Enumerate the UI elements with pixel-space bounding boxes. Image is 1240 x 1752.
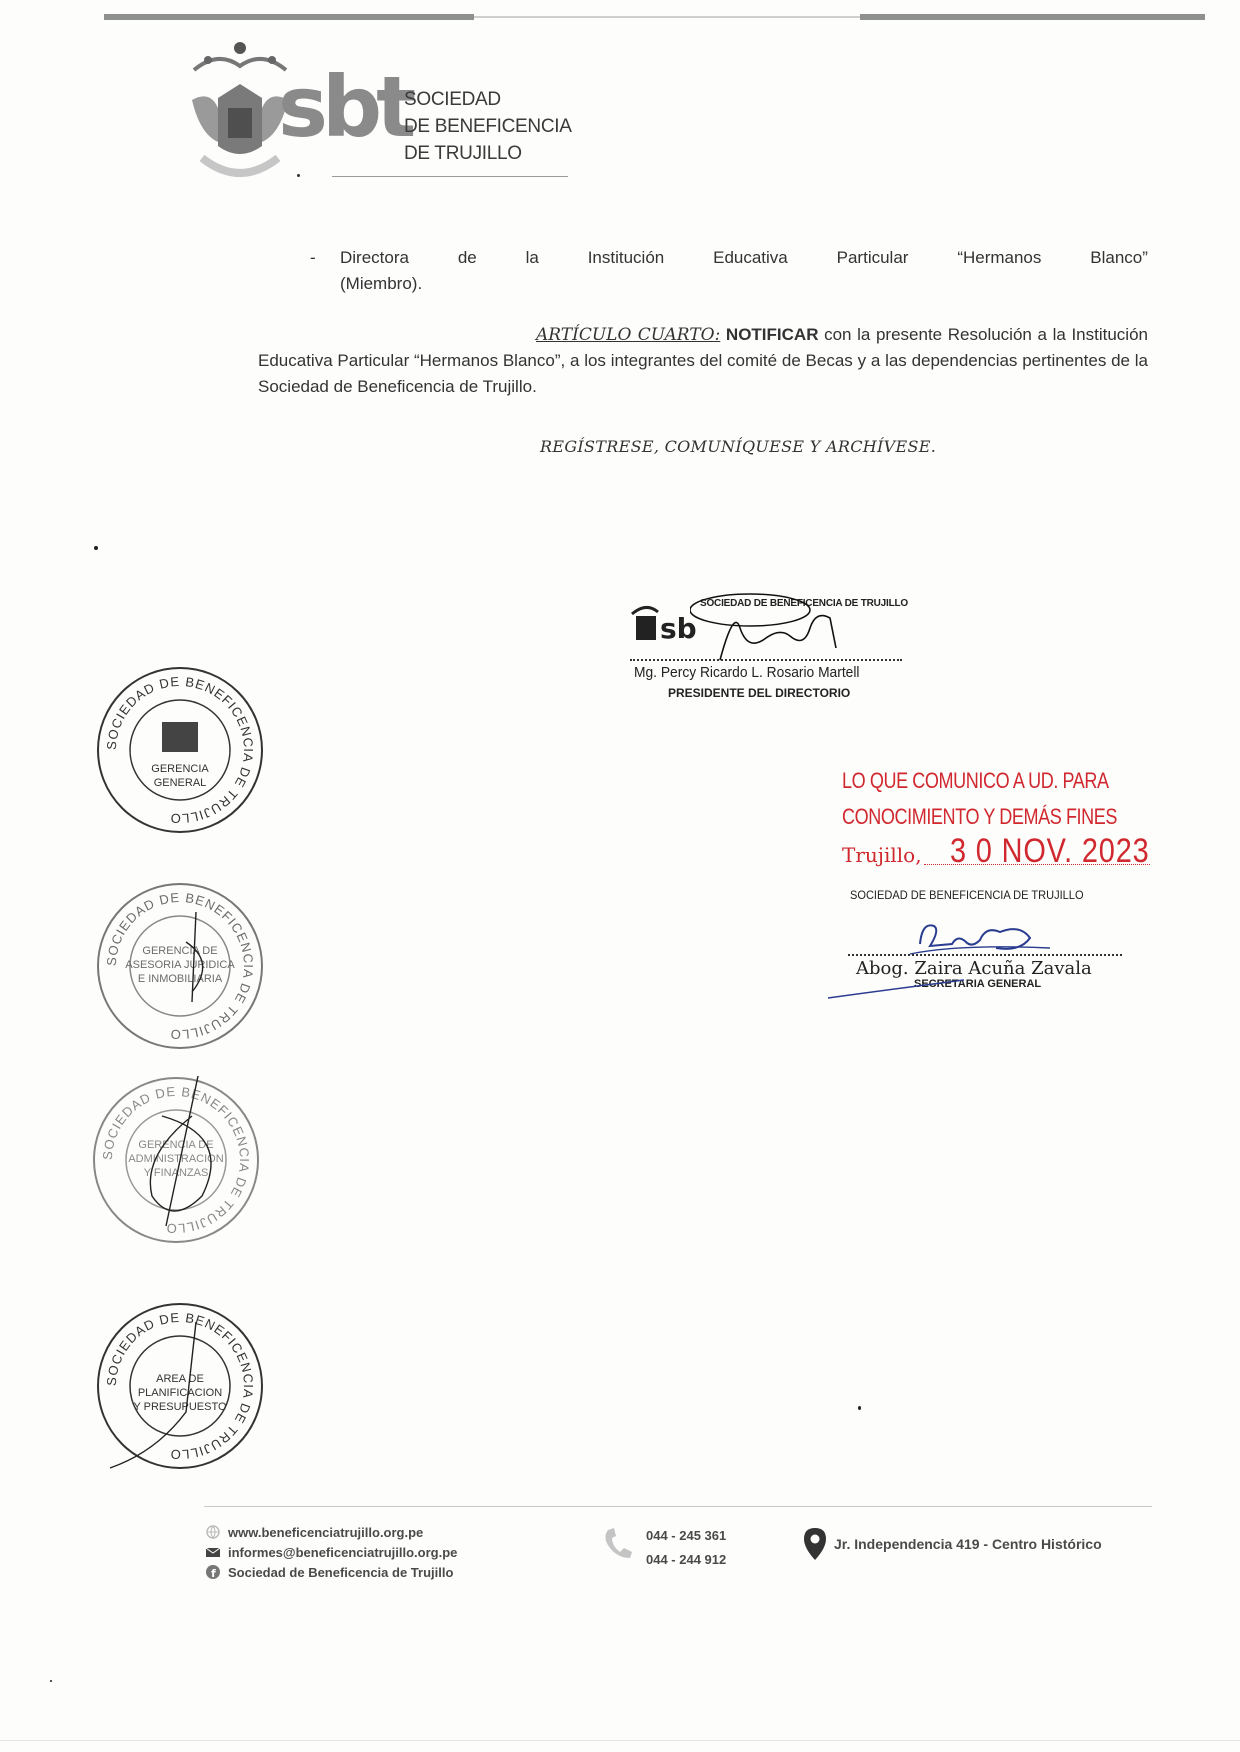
facebook-icon (206, 1565, 220, 1579)
president-role: PRESIDENTE DEL DIRECTORIO (668, 686, 851, 700)
secretary-name: Abog. Zaira Acuña Zavala (856, 958, 1092, 979)
word: Blanco” (1090, 248, 1148, 267)
dot-mark (94, 546, 98, 550)
word: Particular (836, 248, 909, 267)
footer-website-row (206, 1522, 457, 1542)
stamp-line-1: LO QUE COMUNICO A UD. PARA (842, 768, 1109, 793)
seal-asesoria-juridica (96, 882, 264, 1050)
secretary-underline-stroke (826, 976, 966, 1002)
location-pin-icon (804, 1528, 826, 1560)
president-signature (690, 588, 870, 668)
footer-phone-1[interactable]: 044 - 245 361 (646, 1528, 727, 1543)
seal-center-1: AREA DE (156, 1373, 204, 1385)
svg-text:sb: sb (660, 612, 697, 645)
logo-mark-sbt: sbt (278, 58, 411, 156)
seal-center-3: Y PRESUPUESTO (133, 1401, 227, 1413)
logo-line-3: DE TRUJILLO (404, 143, 522, 164)
svg-text:f: f (211, 1567, 216, 1579)
page-bottom-edge (0, 1740, 1240, 1741)
seal-center-1: GERENCIA (151, 763, 209, 775)
president-signature-line (630, 659, 902, 661)
footer-rule (204, 1506, 1152, 1507)
footer-phones (646, 1524, 726, 1572)
globe-icon (206, 1525, 220, 1539)
article-text-rest: Institución Educativa Particular “Hermanos Blanco”, a los integrantes del comité de Becas y a las dependencias pertinentes de la Sociedad de Beneficencia de Trujillo. (258, 325, 1148, 396)
article-cuarto-paragraph (258, 322, 1148, 400)
seal-center-2: PLANIFICACION (137, 1387, 223, 1399)
list-item-directora (340, 245, 1148, 297)
logo-line-2: DE BENEFICENCIA (404, 116, 572, 137)
stamp-date: 3 0 NOV. 2023 (950, 832, 1150, 870)
dot-mark (50, 1680, 52, 1682)
top-border-left (104, 14, 474, 20)
word: Educativa (713, 248, 788, 267)
seal-administracion (92, 1076, 260, 1244)
list-item-line1 (340, 245, 1148, 271)
seal-planificacion (96, 1302, 264, 1470)
word: de (457, 248, 477, 267)
secretary-org: SOCIEDAD DE BENEFICENCIA DE TRUJILLO (850, 888, 1084, 902)
logo-wordmark (404, 86, 572, 167)
footer-address[interactable]: Jr. Independencia 419 - Centro Histórico (834, 1536, 1102, 1552)
footer-website[interactable]: www.beneficenciatrujillo.org.pe (228, 1524, 424, 1540)
footer-phone-2[interactable]: 044 - 244 912 (646, 1552, 727, 1567)
seal-center-3: Y FINANZAS (143, 1167, 209, 1179)
seal-ring-text: SOCIEDAD DE BENEFICENCIA DE TRUJILLO (99, 1083, 253, 1237)
seal-ring-text: SOCIEDAD DE BENEFICENCIA DE TRUJILLO (103, 1309, 257, 1463)
seal-center-1: GERENCIA DE (138, 1139, 214, 1151)
footer-facebook-row (206, 1562, 457, 1582)
word: “Hermanos (957, 248, 1042, 267)
mail-icon (206, 1545, 220, 1559)
stamp-place: Trujillo, (842, 843, 922, 867)
footer-contact-web (206, 1522, 457, 1582)
footer-facebook[interactable]: Sociedad de Beneficencia de Trujillo (228, 1564, 454, 1580)
article-verb: NOTIFICAR (725, 325, 819, 344)
footer-email[interactable]: informes@beneficenciatrujillo.org.pe (228, 1544, 458, 1560)
seal-center-3: E INMOBILIARIA (137, 973, 223, 985)
seal-center-1: GERENCIA DE (142, 945, 218, 957)
top-border-right (860, 14, 1205, 20)
article-title: ARTÍCULO CUARTO: (536, 325, 721, 345)
word: Institución (587, 248, 665, 267)
secretary-role: SECRETARIA GENERAL (914, 978, 1042, 990)
seal-ring-text: SOCIEDAD DE BENEFICENCIA DE TRUJILLO (103, 673, 257, 827)
footer-email-row (206, 1542, 457, 1562)
secretary-signature-line (848, 954, 1122, 956)
coat-of-arms-icon (188, 38, 292, 188)
dot-mark (858, 1406, 861, 1410)
logo-line-1: SOCIEDAD (404, 89, 501, 110)
seal-ring-text: SOCIEDAD DE BENEFICENCIA DE TRUJILLO (103, 889, 257, 1043)
top-border-thin (474, 16, 860, 18)
seal-center-2: ASESORIA JURIDICA (125, 959, 235, 971)
notification-stamp-text (842, 763, 1117, 835)
article-text-first: con la presente Resolución a la (818, 325, 1066, 344)
phone-icon (602, 1526, 636, 1562)
closing-formula: REGÍSTRESE, COMUNÍQUESE Y ARCHÍVESE. (540, 437, 937, 456)
president-stamp-header: SOCIEDAD DE BENEFICENCIA DE TRUJILLO (700, 598, 909, 609)
dot-mark (297, 174, 300, 177)
logo-underline (332, 176, 568, 177)
seal-center-2: ADMINISTRACION (128, 1153, 224, 1165)
word: la (525, 248, 539, 267)
seal-gerencia-general (96, 666, 264, 834)
president-name: Mg. Percy Ricardo L. Rosario Martell (634, 664, 860, 681)
stamp-line-2: CONOCIMIENTO Y DEMÁS FINES (842, 804, 1118, 829)
list-dash: - (310, 248, 316, 267)
list-item-line2: (Miembro). (340, 274, 423, 293)
word: Directora (340, 248, 409, 267)
seal-center-2: GENERAL (153, 777, 207, 789)
